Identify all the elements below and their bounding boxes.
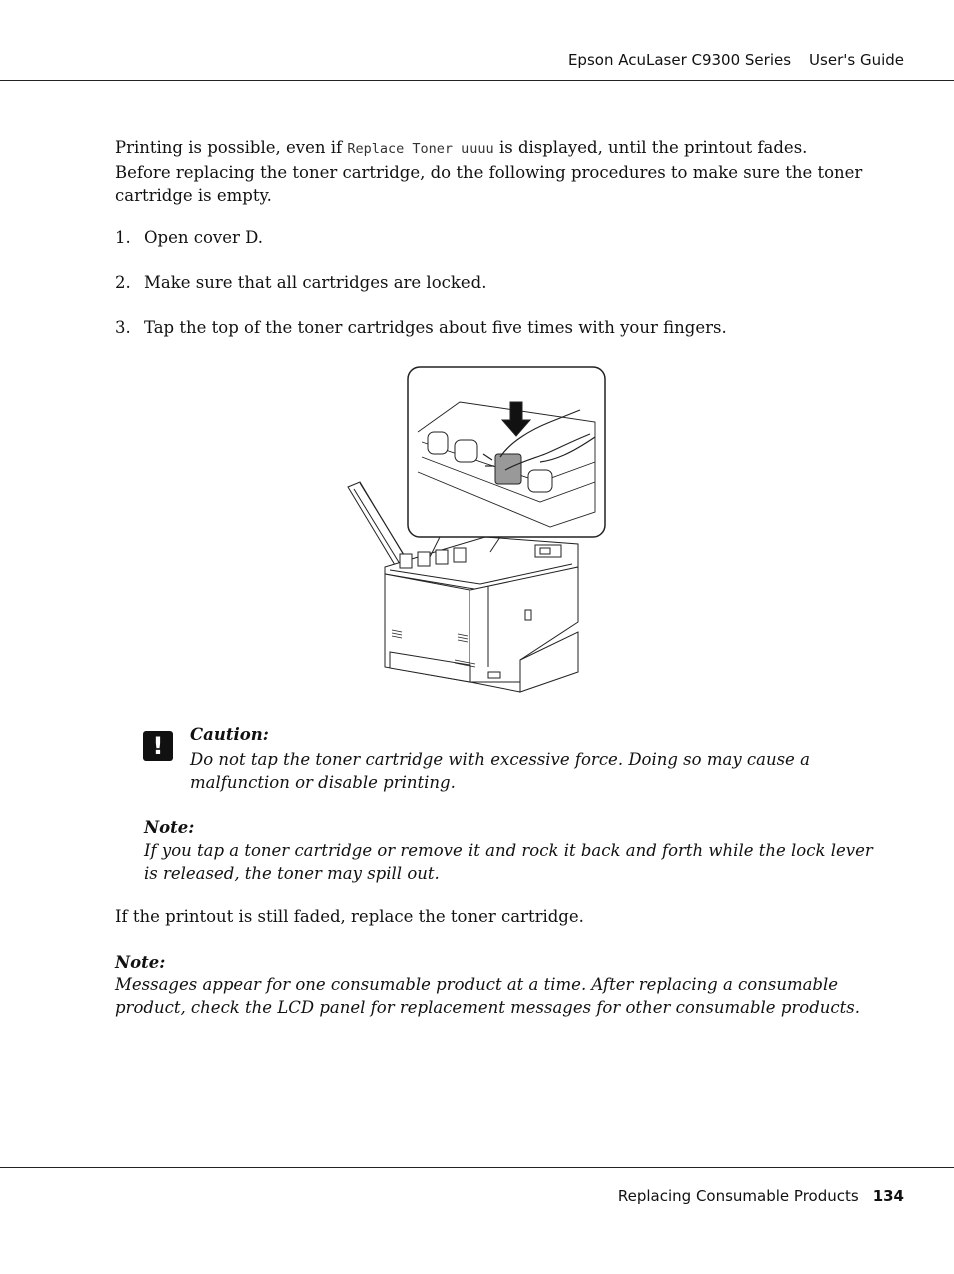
page-number: 134 xyxy=(872,1187,904,1205)
step-text: Make sure that all cartridges are locked. xyxy=(144,273,487,292)
caution-title: Caution: xyxy=(190,725,269,744)
footer-rule xyxy=(0,1167,954,1168)
step-1 xyxy=(115,226,263,249)
page-footer xyxy=(618,1187,904,1205)
intro-suffix: is displayed, until the printout fades. xyxy=(493,138,808,157)
step-number: 2. xyxy=(115,273,131,292)
caution-text: Do not tap the toner cartridge with excessive force. Doing so may cause a malfunction or disable printing. xyxy=(190,750,810,792)
page-header xyxy=(568,51,904,69)
printer-illustration xyxy=(340,362,615,697)
after-text: If the printout is still faded, replace the toner cartridge. xyxy=(115,907,584,926)
step-number: 3. xyxy=(115,318,131,337)
header-rule xyxy=(0,80,954,81)
step-text: Tap the top of the toner cartridges about five times with your fingers. xyxy=(144,318,727,337)
intro-paragraph xyxy=(115,136,885,207)
footer-section: Replacing Consumable Products xyxy=(617,1187,859,1205)
intro-code: Replace Toner uuuu xyxy=(347,141,494,157)
note2-text: Messages appear for one consumable product at a time. After replacing a consumable product, check the LCD panel for replacement messages for other consumable products. xyxy=(115,975,860,1017)
note1-text: If you tap a toner cartridge or remove it and rock it back and forth while the lock lever is released, the toner may spill out. xyxy=(144,841,873,883)
note2-title: Note: xyxy=(115,953,166,972)
header-title: Epson AcuLaser C9300 Series xyxy=(567,51,792,69)
intro-line2: Before replacing the toner cartridge, do the following procedures to make sure the toner cartridge is empty. xyxy=(115,163,863,205)
note1-title: Note: xyxy=(144,818,195,837)
step-text: Open cover D. xyxy=(144,228,264,247)
step-3 xyxy=(115,316,727,339)
step-2 xyxy=(115,271,486,294)
caution-icon: ! xyxy=(143,731,173,761)
intro-prefix: Printing is possible, even if xyxy=(115,138,348,157)
header-guide: User's Guide xyxy=(809,51,904,69)
step-number: 1. xyxy=(115,228,131,247)
